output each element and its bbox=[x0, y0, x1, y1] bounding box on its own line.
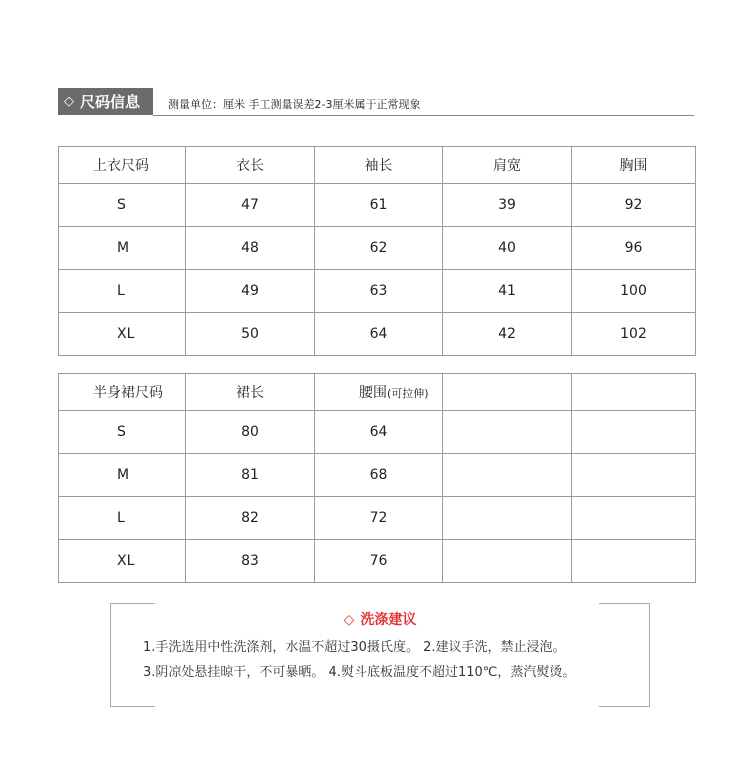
table-cell: 82 bbox=[186, 497, 315, 540]
table-header-row bbox=[59, 374, 696, 411]
table-cell: 68 bbox=[315, 454, 443, 497]
table-row bbox=[59, 497, 696, 540]
table-cell: 96 bbox=[572, 227, 696, 270]
table-cell: 40 bbox=[443, 227, 572, 270]
size-info-title: 尺码信息 bbox=[80, 93, 141, 111]
table-cell bbox=[572, 540, 696, 583]
top-size-table bbox=[58, 146, 696, 356]
table-row bbox=[59, 313, 696, 356]
table-cell: 80 bbox=[186, 411, 315, 454]
table-cell: 100 bbox=[572, 270, 696, 313]
table-cell: 48 bbox=[186, 227, 315, 270]
table-row bbox=[59, 540, 696, 583]
column-header: 半身裙尺码 bbox=[59, 374, 186, 411]
care-title bbox=[111, 609, 649, 629]
care-title-text: 洗涤建议 bbox=[360, 612, 417, 628]
table-cell bbox=[443, 497, 572, 540]
stretch-note: (可拉伸) bbox=[387, 387, 429, 400]
measurement-note: 测量单位：厘米 手工测量误差2-3厘米属于正常现象 bbox=[168, 98, 421, 111]
header-divider bbox=[153, 115, 694, 116]
size-cell: M bbox=[59, 454, 186, 497]
table-cell: 39 bbox=[443, 184, 572, 227]
size-cell: M bbox=[59, 227, 186, 270]
column-header bbox=[572, 374, 696, 411]
table-cell: 76 bbox=[315, 540, 443, 583]
table-cell bbox=[572, 454, 696, 497]
table-cell bbox=[443, 454, 572, 497]
table-cell: 42 bbox=[443, 313, 572, 356]
care-line-2: 3.阴凉处悬挂晾干，不可暴晒。 4.熨斗底板温度不超过110℃，蒸汽熨烫。 bbox=[143, 665, 576, 680]
size-cell: S bbox=[59, 411, 186, 454]
column-header bbox=[443, 374, 572, 411]
column-header bbox=[315, 374, 443, 411]
size-info-tag bbox=[58, 88, 153, 115]
table-cell: 92 bbox=[572, 184, 696, 227]
table-cell: 47 bbox=[186, 184, 315, 227]
frame-corner bbox=[599, 706, 649, 707]
diamond-icon: ◇ bbox=[343, 612, 355, 628]
table-header-row bbox=[59, 147, 696, 184]
table-cell bbox=[443, 411, 572, 454]
diamond-icon: ◇ bbox=[64, 94, 74, 109]
table-cell bbox=[572, 497, 696, 540]
column-header: 肩宽 bbox=[443, 147, 572, 184]
waist-header: 腰围 bbox=[359, 385, 387, 401]
column-header: 衣长 bbox=[186, 147, 315, 184]
table-cell: 41 bbox=[443, 270, 572, 313]
table-cell: 63 bbox=[315, 270, 443, 313]
table-cell: 64 bbox=[315, 411, 443, 454]
table-row bbox=[59, 270, 696, 313]
size-cell: XL bbox=[59, 313, 186, 356]
table-row bbox=[59, 184, 696, 227]
column-header: 裙长 bbox=[186, 374, 315, 411]
table-cell bbox=[572, 411, 696, 454]
table-row bbox=[59, 227, 696, 270]
table-cell: 83 bbox=[186, 540, 315, 583]
frame-corner bbox=[111, 706, 155, 707]
column-header: 袖长 bbox=[315, 147, 443, 184]
frame-corner bbox=[111, 603, 155, 604]
size-cell: XL bbox=[59, 540, 186, 583]
table-cell: 64 bbox=[315, 313, 443, 356]
size-cell: L bbox=[59, 270, 186, 313]
size-info-header bbox=[58, 88, 694, 116]
table-cell: 50 bbox=[186, 313, 315, 356]
table-row bbox=[59, 411, 696, 454]
column-header: 上衣尺码 bbox=[59, 147, 186, 184]
size-cell: L bbox=[59, 497, 186, 540]
skirt-size-table bbox=[58, 373, 696, 583]
table-cell: 102 bbox=[572, 313, 696, 356]
table-cell: 61 bbox=[315, 184, 443, 227]
care-instructions-box bbox=[110, 603, 650, 707]
table-cell: 72 bbox=[315, 497, 443, 540]
frame-corner bbox=[599, 603, 649, 604]
table-cell: 49 bbox=[186, 270, 315, 313]
table-row bbox=[59, 454, 696, 497]
table-cell bbox=[443, 540, 572, 583]
size-cell: S bbox=[59, 184, 186, 227]
care-line-1: 1.手洗选用中性洗涤剂，水温不超过30摄氏度。 2.建议手洗，禁止浸泡。 bbox=[143, 640, 566, 655]
table-cell: 62 bbox=[315, 227, 443, 270]
table-cell: 81 bbox=[186, 454, 315, 497]
column-header: 胸围 bbox=[572, 147, 696, 184]
